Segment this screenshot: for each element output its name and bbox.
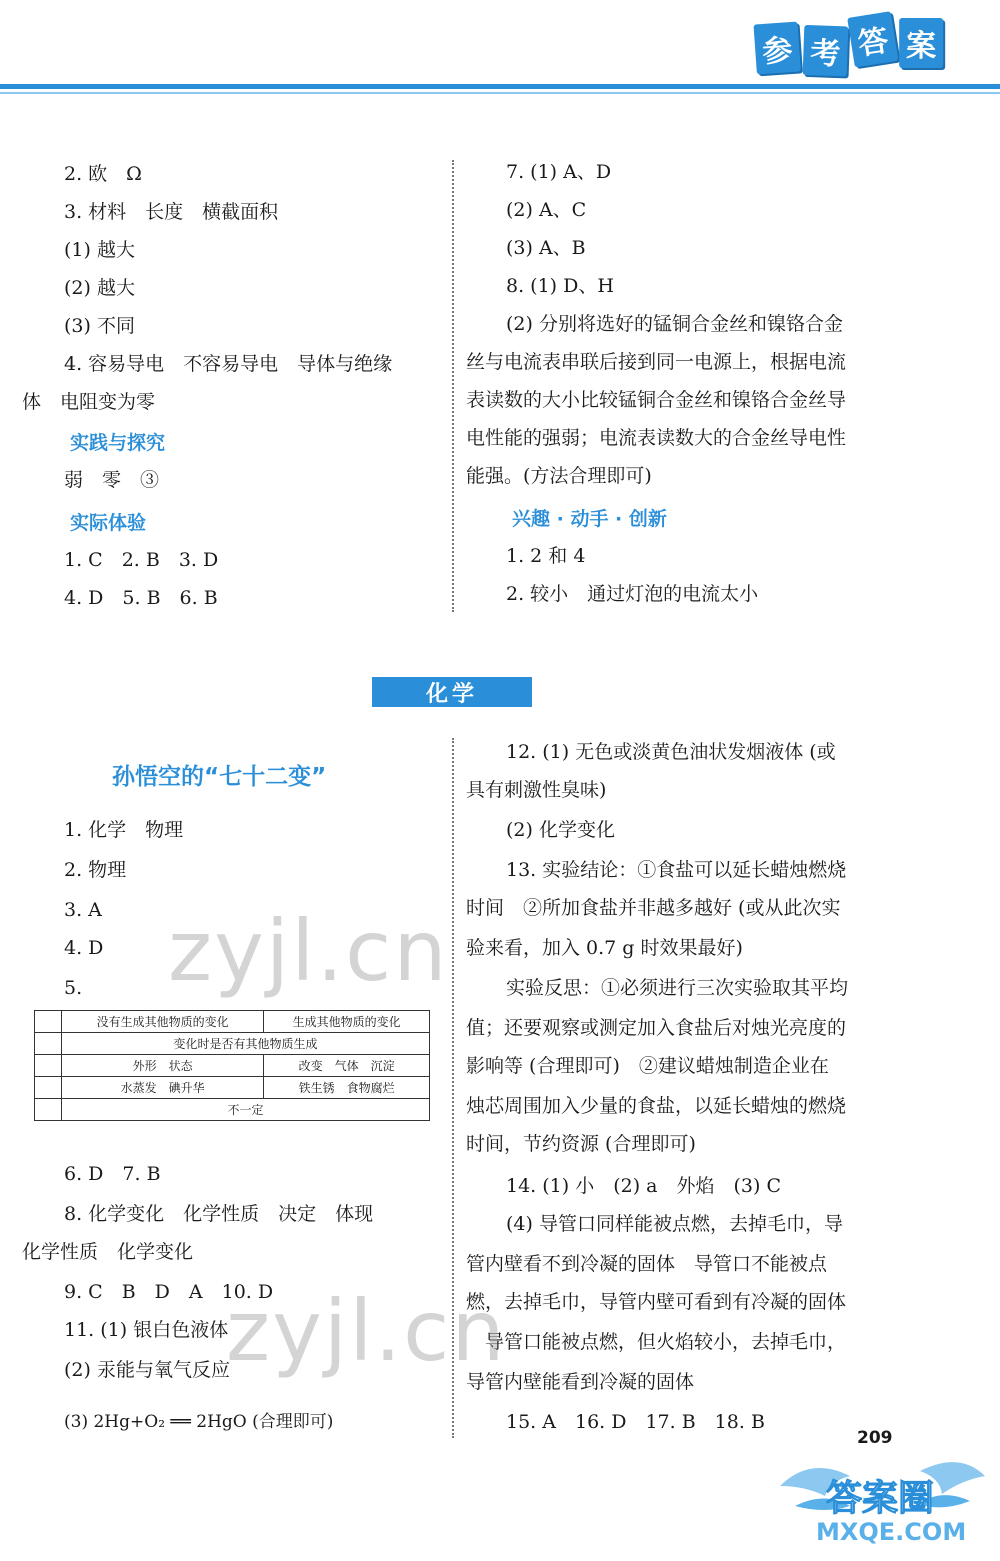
answer-line: 时间 ②所加食盐并非越多越好 (或从此次实 [466, 897, 841, 919]
table-cell: 铁生锈 食物腐烂 [264, 1077, 430, 1099]
header-title-tiles [753, 12, 944, 75]
answer-line: (3) A、B [506, 237, 586, 259]
answer-line: 11. (1) 银白色液体 [64, 1319, 229, 1341]
answer-line: (1) 越大 [64, 239, 135, 261]
answer-line: 表读数的大小比较锰铜合金丝和镍铬合金丝导 [466, 389, 847, 411]
answer-line: 8. (1) D、H [506, 275, 614, 297]
table-cell [35, 1011, 62, 1033]
header-tile: 案 [899, 18, 943, 68]
answer-line: 丝与电流表串联后接到同一电源上，根据电流 [466, 351, 847, 373]
answer-line: 时间，节约资源 (合理即可) [466, 1133, 696, 1155]
corner-logo-url: MXQE.COM [816, 1518, 967, 1546]
corner-logo-text: 答案圈 [826, 1478, 935, 1519]
answer-line: 1. C 2. B 3. D [64, 549, 219, 571]
answer-line: 体 电阻变为零 [22, 391, 156, 413]
article-title: 孙悟空的“七十二变” [112, 764, 327, 790]
answer-line: 9. C B D A 10. D [64, 1281, 274, 1303]
answer-line: 8. 化学变化 化学性质 决定 体现 [64, 1203, 374, 1225]
table-cell: 水蒸发 碘升华 [62, 1077, 264, 1099]
answer-line: 12. (1) 无色或淡黄色油状发烟液体 (或 [506, 741, 836, 763]
table-cell [35, 1033, 62, 1055]
header-rule-thin [0, 92, 1000, 94]
column-divider [452, 160, 460, 612]
answer-line: 1. 化学 物理 [64, 819, 184, 841]
watermark: zyjl.cn [168, 902, 449, 1000]
answer-line: 4. 容易导电 不容易导电 导体与绝缘 [64, 353, 393, 375]
answer-line: 14. (1) 小 (2) a 外焰 (3) C [506, 1175, 781, 1197]
answer-line: 能强。(方法合理即可) [466, 465, 652, 487]
answer-line: 3. 材料 长度 横截面积 [64, 201, 279, 223]
table-cell [35, 1077, 62, 1099]
watermark: zyjl.cn [226, 1282, 507, 1380]
answer-line: 2. 较小 通过灯泡的电流太小 [506, 583, 759, 605]
page-number: 209 [857, 1428, 893, 1448]
answer-line: 烛芯周围加入少量的食盐，以延长蜡烛的燃烧 [466, 1095, 847, 1117]
answer-line: (3) 不同 [64, 315, 135, 337]
answer-line: 管内壁看不到冷凝的固体 导管口不能被点 [466, 1253, 828, 1275]
answer-line: 2. 欧 Ω [64, 163, 142, 185]
answer-line: (2) 化学变化 [506, 819, 615, 841]
chemical-equation: (3) 2Hg+O₂ ══ 2HgO (合理即可) [64, 1412, 334, 1432]
answer-line: 13. 实验结论：①食盐可以延长蜡烛燃烧 [506, 859, 847, 881]
answer-line: 导管口能被点燃，但火焰较小，去掉毛巾， [466, 1331, 847, 1353]
answer-line: 影响等 (合理即可) ②建议蜡烛制造企业在 [466, 1055, 829, 1077]
answer-line: (2) 汞能与氧气反应 [64, 1359, 230, 1381]
answer-line: (2) A、C [506, 199, 587, 221]
answer-line: 1. 2 和 4 [506, 545, 586, 567]
answer-line: 7. (1) A、D [506, 161, 612, 183]
table-cell [35, 1055, 62, 1077]
subsection-title: 实践与探究 [70, 432, 166, 454]
table-cell [35, 1099, 62, 1121]
table-cell: 改变 气体 沉淀 [264, 1055, 430, 1077]
column-divider [452, 738, 460, 1438]
header-tile: 考 [803, 25, 849, 77]
answer-line: 验来看，加入 0.7 g 时效果最好) [466, 937, 743, 959]
answer-line: (4) 导管口同样能被点燃，去掉毛巾，导 [506, 1213, 843, 1235]
answer-line: 4. D [64, 937, 104, 959]
answer-line: 15. A 16. D 17. B 18. B [506, 1411, 765, 1433]
table-cell: 不一定 [62, 1099, 430, 1121]
answer-line: 具有刺激性臭味) [466, 779, 607, 801]
answer-line: 2. 物理 [64, 859, 127, 881]
answer-line: 化学性质 化学变化 [22, 1241, 194, 1263]
answer-line: 3. A [64, 899, 102, 921]
answer-line: 6. D 7. B [64, 1163, 161, 1185]
answer-line: 值；还要观察或测定加入食盐后对烛光亮度的 [466, 1017, 847, 1039]
answer-line: (2) 越大 [64, 277, 135, 299]
table-cell: 变化时是否有其他物质生成 [62, 1033, 430, 1055]
table-header-cell: 生成其他物质的变化 [264, 1011, 430, 1033]
comparison-table [34, 1010, 430, 1121]
answer-line: 电性能的强弱；电流表读数大的合金丝导电性 [466, 427, 847, 449]
subsection-title: 兴趣 · 动手 · 创新 [512, 508, 667, 530]
answer-line: 弱 零 ③ [64, 469, 160, 491]
header-tile: 参 [753, 22, 800, 75]
subsection-title: 实际体验 [70, 512, 147, 534]
answer-line: 5. [64, 977, 83, 999]
header-rule [0, 84, 1000, 89]
table-cell: 外形 状态 [62, 1055, 264, 1077]
answer-line: 实验反思：①必须进行三次实验取其平均 [506, 977, 849, 999]
section-title: 化学 [372, 677, 532, 707]
answer-line: 燃，去掉毛巾，导管内壁可看到有冷凝的固体 [466, 1291, 847, 1313]
header-tile: 答 [847, 11, 898, 67]
answer-line: 导管内壁能看到冷凝的固体 [466, 1371, 695, 1393]
answer-line: 4. D 5. B 6. B [64, 587, 218, 609]
table-header-cell: 没有生成其他物质的变化 [62, 1011, 264, 1033]
answer-line: (2) 分别将选好的锰铜合金丝和镍铬合金 [506, 313, 843, 335]
